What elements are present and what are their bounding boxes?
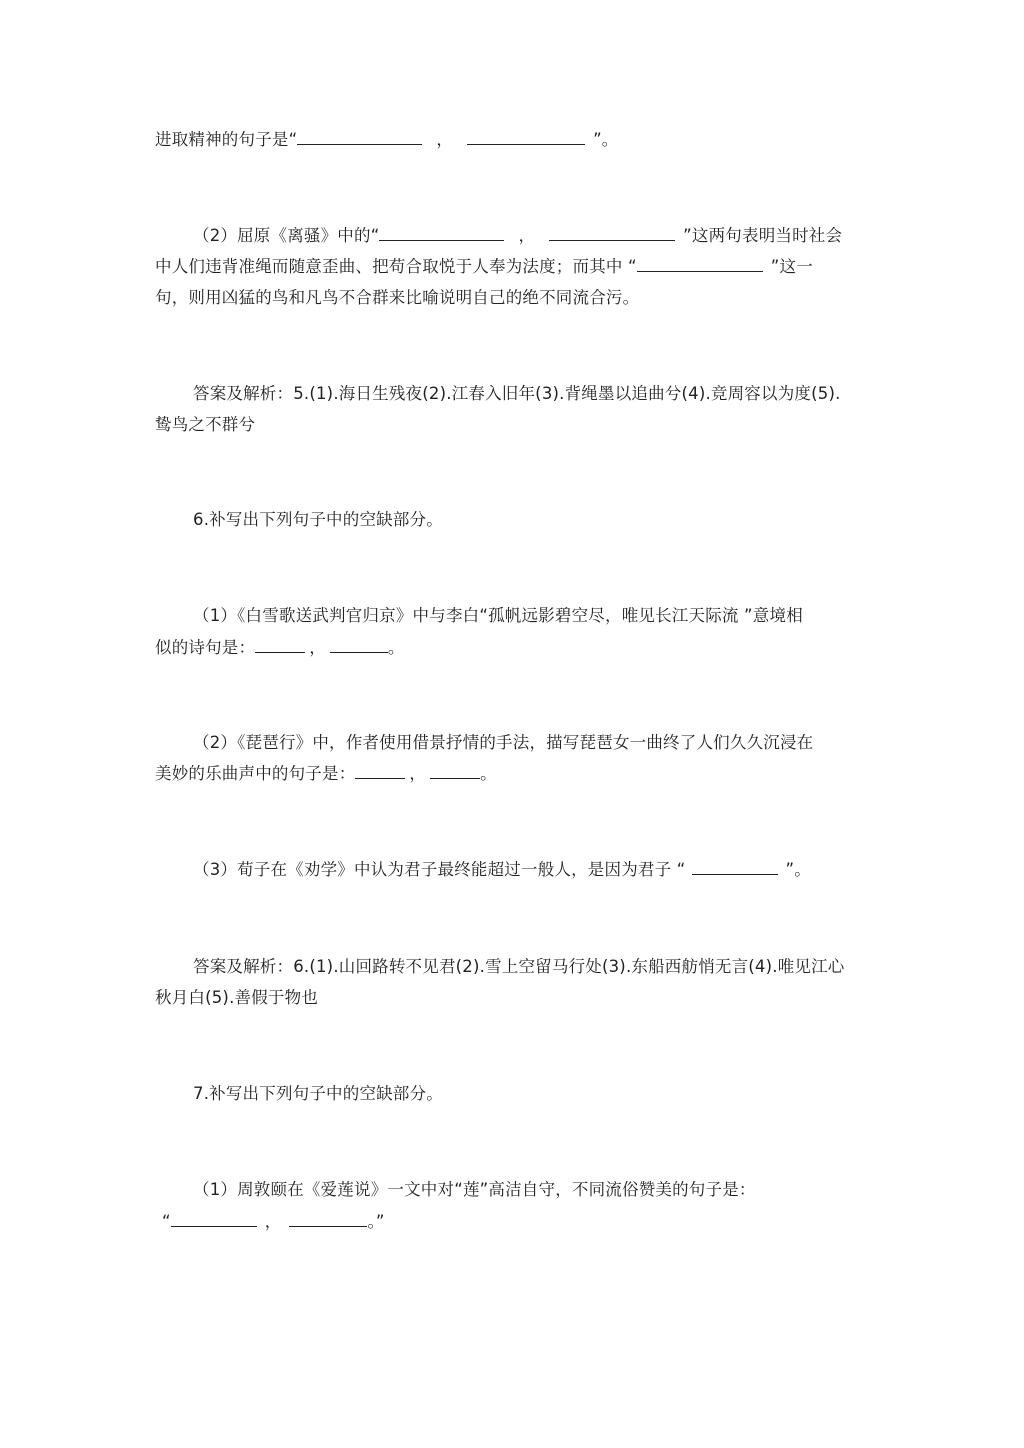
answer-blank[interactable] [297,128,422,145]
answer-blank[interactable] [549,224,675,241]
text: ， [518,226,536,245]
q5-line-1 [155,124,870,155]
q6-title: 6.补写出下列句子中的空缺部分。 [193,510,443,529]
q6-answer-line-1: 答案及解析：6.(1).山回路转不见君(2).雪上空留马行处(3).东船西舫悄无言(4).唯见江心 [193,957,845,976]
text: ”。 [593,130,619,149]
text: 中人们违背准绳而随意歪曲、把苟合取悦于人奉为法度；而其中 “ [155,257,637,276]
answer-blank[interactable] [330,636,388,653]
q7-title: 7.补写出下列句子中的空缺部分。 [193,1084,443,1103]
answer-blank[interactable] [430,762,480,779]
answer-blank[interactable] [355,762,405,779]
text: 。 [480,764,497,783]
q6-answer-line-2: 秋月白(5).善假于物也 [155,988,319,1007]
text: ”这两句表明当时社会 [683,226,843,245]
q5-sub2-line-3: 句，则用凶猛的鸟和凡鸟不合群来比喻说明自己的绝不同流合污。 [155,288,640,307]
text: ， [409,764,427,783]
q5-sub2-line-2 [155,251,870,282]
text: 。” [367,1212,385,1231]
q6-sub1-line-2 [155,632,870,663]
q5-sub2-line-1 [193,220,908,251]
q7-sub1-line-1: （1）周敦颐在《爱莲说》一文中对“莲”高洁自守，不同流俗赞美的句子是： [193,1180,756,1199]
answer-blank[interactable] [171,1210,257,1227]
answer-blank[interactable] [289,1210,367,1227]
text: ， [264,1212,282,1231]
text: ， [436,130,454,149]
q7-sub1-line-2 [162,1206,877,1237]
text: ， [309,638,326,657]
q6-sub1-line-1: （1）《白雪歌送武判官归京》中与李白“孤帆远影碧空尽，唯见长江天际流 ”意境相 [193,606,803,625]
text: （2）屈原《离骚》中的“ [193,226,380,245]
answer-blank[interactable] [379,224,504,241]
answer-blank[interactable] [467,128,585,145]
text: （3）荀子在《劝学》中认为君子最终能超过一般人，是因为君子 “ [193,860,686,879]
text: 似的诗句是： [155,638,256,657]
q6-sub3 [193,854,908,885]
text: ”。 [785,860,811,879]
text: “ [162,1212,171,1231]
text: 进取精神的句子是“ [155,130,298,149]
answer-blank[interactable] [692,858,778,875]
q6-sub2-line-1: （2）《琵琶行》中，作者使用借景抒情的手法，描写琵琶女一曲终了人们久久沉浸在 [193,733,814,752]
text: 美妙的乐曲声中的句子是： [155,764,356,783]
answer-blank[interactable] [637,255,763,272]
text: 。 [387,638,405,657]
q6-sub2-line-2 [155,758,870,789]
answer-blank[interactable] [255,636,305,653]
text: ”这一 [770,257,813,276]
q5-answer-line-2: 鸷鸟之不群兮 [155,415,256,434]
q5-answer-line-1: 答案及解析：5.(1).海日生残夜(2).江春入旧年(3).背绳墨以追曲兮(4).竞周容以为度(5). [193,384,841,403]
